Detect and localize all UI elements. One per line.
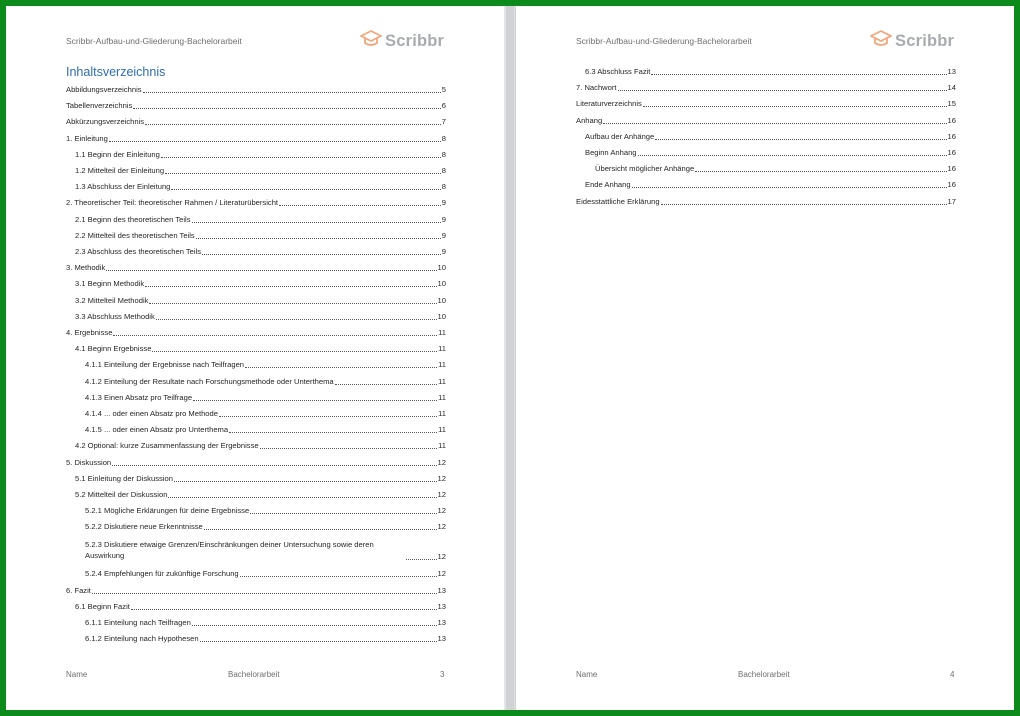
toc-entry-text: 3.2 Mittelteil Methodik bbox=[75, 295, 149, 305]
dot-leader bbox=[156, 319, 437, 320]
dot-leader bbox=[219, 416, 437, 417]
toc-entry-page: 13 bbox=[437, 634, 446, 644]
toc-entry[interactable] bbox=[66, 599, 446, 612]
dot-leader bbox=[260, 448, 437, 449]
toc-entry[interactable] bbox=[66, 438, 446, 451]
toc-entry[interactable] bbox=[66, 325, 446, 338]
toc-entry-page: 8 bbox=[441, 182, 446, 192]
toc-entry[interactable] bbox=[66, 615, 446, 628]
footer-doc-title: Bachelorarbeit bbox=[228, 670, 280, 679]
toc-entry-page: 16 bbox=[947, 131, 956, 141]
dot-leader bbox=[245, 367, 437, 368]
toc-entry[interactable] bbox=[576, 194, 956, 207]
toc-entry[interactable] bbox=[66, 179, 446, 192]
footer-name: Name bbox=[576, 670, 598, 679]
toc-entry[interactable] bbox=[66, 98, 446, 111]
toc-entry-page: 9 bbox=[441, 214, 446, 224]
toc-entry-text: 5. Diskussion bbox=[66, 457, 112, 467]
graduation-cap-icon bbox=[870, 30, 892, 53]
toc-entry-text: Anhang bbox=[576, 115, 603, 125]
toc-entry-page: 15 bbox=[947, 99, 956, 109]
toc-entry-page: 13 bbox=[437, 601, 446, 611]
toc-entry-text: 5.2.2 Diskutiere neue Erkenntnisse bbox=[85, 522, 203, 532]
toc-entry[interactable] bbox=[66, 147, 446, 160]
scrollbar[interactable] bbox=[506, 6, 514, 710]
toc-entry-page: 12 bbox=[437, 551, 446, 561]
toc-entry-page: 8 bbox=[441, 149, 446, 159]
toc-entry-text: 2.3 Abschluss des theoretischen Teils bbox=[75, 247, 202, 256]
toc-entry[interactable] bbox=[576, 96, 956, 109]
toc-entry-text: 4.1.4 ... oder einen Absatz pro Methode bbox=[85, 409, 218, 418]
toc-entry[interactable] bbox=[66, 374, 446, 387]
toc-entry-text: 6.1 Beginn Fazit bbox=[75, 601, 130, 611]
toc-entry-text: Abkürzungsverzeichnis bbox=[66, 117, 145, 127]
toc-entry-page: 5 bbox=[441, 85, 446, 94]
dot-leader bbox=[655, 139, 946, 140]
toc-entry-text: 2. Theoretischer Teil: theoretischer Rahmen / Literaturübersicht bbox=[66, 198, 279, 208]
toc-entry-text: Ende Anhang bbox=[585, 180, 631, 190]
toc-entry-text: 4.1.1 Einteilung der Ergebnisse nach Teilfragen bbox=[85, 360, 245, 370]
toc-entry-page: 10 bbox=[437, 295, 446, 305]
toc-entry-text: 5.2.3 Diskutiere etwaige Grenzen/Einschränkungen deiner Untersuchung sowie deren Auswirkung bbox=[85, 539, 374, 561]
toc-entry-text: Aufbau der Anhänge bbox=[585, 131, 655, 141]
toc-entry-text: 6.1.2 Einteilung nach Hypothesen bbox=[85, 634, 199, 644]
toc-entry-page: 16 bbox=[947, 148, 956, 157]
toc-entry[interactable] bbox=[66, 566, 446, 579]
toc-entry-text: 1. Einleitung bbox=[66, 133, 108, 143]
toc-entry-page: 11 bbox=[438, 328, 446, 337]
dot-leader bbox=[109, 141, 441, 142]
toc-entry[interactable] bbox=[66, 309, 446, 322]
toc-entry-text: 5.1 Einleitung der Diskussion bbox=[75, 473, 173, 483]
toc-entry[interactable] bbox=[66, 260, 446, 273]
toc-entry[interactable] bbox=[66, 536, 446, 562]
dot-leader bbox=[202, 254, 441, 255]
header-title: Scribbr-Aufbau-und-Gliederung-Bachelorarbeit bbox=[576, 36, 752, 46]
toc-entry-text: Eidesstattliche Erklärung bbox=[576, 196, 660, 206]
toc-entry-text: 1.1 Beginn der Einleitung bbox=[75, 149, 160, 159]
toc-entry[interactable] bbox=[66, 390, 446, 403]
toc-entry-text: 7. Nachwort bbox=[576, 83, 617, 93]
toc-entry-page: 17 bbox=[947, 196, 956, 206]
toc-entry-text: 4. Ergebnisse bbox=[66, 328, 113, 337]
toc-entry-text: 4.1 Beginn Ergebnisse bbox=[75, 344, 152, 354]
toc-entry-page: 10 bbox=[437, 263, 446, 273]
toc-entry-page: 8 bbox=[441, 166, 446, 175]
toc-entry-text: 3. Methodik bbox=[66, 263, 106, 273]
toc-entry[interactable] bbox=[576, 129, 956, 142]
toc-entry[interactable] bbox=[66, 341, 446, 354]
toc-entry[interactable] bbox=[66, 406, 446, 419]
page-3 bbox=[6, 6, 504, 710]
toc-entry-page: 13 bbox=[437, 617, 446, 627]
toc-entry-text: 3.3 Abschluss Methodik bbox=[75, 311, 155, 321]
toc-entry-page: 7 bbox=[441, 117, 446, 127]
toc-entry[interactable] bbox=[576, 80, 956, 93]
toc-entry-text: 4.2 Optional: kurze Zusammenfassung der Ergebnisse bbox=[75, 441, 259, 451]
dot-leader bbox=[152, 351, 437, 352]
dot-leader bbox=[643, 106, 947, 107]
dot-leader bbox=[145, 286, 436, 287]
dot-leader bbox=[279, 205, 441, 206]
toc-entry[interactable] bbox=[576, 161, 956, 174]
toc-entry-text: 6.1.1 Einteilung nach Teilfragen bbox=[85, 617, 191, 627]
toc-entry-page: 11 bbox=[438, 425, 446, 435]
toc-entry-page: 6 bbox=[441, 101, 446, 111]
toc-entry-page: 11 bbox=[438, 409, 446, 418]
dot-leader bbox=[200, 641, 437, 642]
toc-entry-page: 13 bbox=[947, 67, 956, 76]
dot-leader bbox=[168, 497, 436, 498]
toc-entry[interactable] bbox=[66, 228, 446, 241]
toc-entry-text: 4.1.5 ... oder einen Absatz pro Unterthema bbox=[85, 425, 229, 435]
toc-entry[interactable] bbox=[576, 177, 956, 190]
toc-entry[interactable] bbox=[576, 64, 956, 77]
footer-doc-title: Bachelorarbeit bbox=[738, 670, 790, 679]
toc-entry-page: 11 bbox=[438, 392, 446, 402]
dot-leader bbox=[174, 481, 437, 482]
toc-entry[interactable] bbox=[66, 114, 446, 127]
dot-leader bbox=[618, 90, 947, 91]
dot-leader bbox=[695, 171, 946, 172]
dot-leader bbox=[133, 108, 440, 109]
toc-entry-page: 11 bbox=[438, 344, 446, 354]
logo-text: Scribbr bbox=[385, 32, 445, 50]
dot-leader bbox=[143, 92, 441, 93]
scribbr-logo bbox=[360, 30, 444, 53]
dot-leader bbox=[240, 576, 437, 577]
toc-entry-page: 12 bbox=[437, 506, 446, 516]
toc-entry-text: 6. Fazit bbox=[66, 585, 91, 595]
graduation-cap-icon bbox=[360, 30, 382, 53]
dot-leader bbox=[131, 609, 437, 610]
toc-entry[interactable] bbox=[66, 455, 446, 468]
toc-entry-page: 9 bbox=[441, 230, 446, 240]
footer-page-number: 4 bbox=[950, 670, 955, 679]
toc-entry[interactable] bbox=[66, 244, 446, 257]
dot-leader bbox=[335, 384, 437, 385]
toc-entry-text: 2.2 Mittelteil des theoretischen Teils bbox=[75, 230, 195, 240]
toc-entry-text: 4.1.3 Einen Absatz pro Teilfrage bbox=[85, 392, 193, 402]
toc-entry-text: 5.2 Mittelteil der Diskussion bbox=[75, 490, 168, 499]
dot-leader bbox=[196, 238, 441, 239]
toc-entry-page: 12 bbox=[437, 490, 446, 499]
dot-leader bbox=[638, 155, 947, 156]
dot-leader bbox=[229, 432, 437, 433]
toc-entry-text: 2.1 Beginn des theoretischen Teils bbox=[75, 214, 191, 224]
dot-leader bbox=[149, 303, 436, 304]
toc-entry[interactable] bbox=[66, 503, 446, 516]
toc-entry-page: 12 bbox=[437, 473, 446, 483]
toc-entry-page: 8 bbox=[441, 133, 446, 143]
toc-entry[interactable] bbox=[66, 163, 446, 176]
dot-leader bbox=[145, 124, 441, 125]
toc-entry-text: Abbildungsverzeichnis bbox=[66, 85, 142, 94]
toc-entry[interactable] bbox=[66, 422, 446, 435]
toc-entry-text: 5.2.4 Empfehlungen für zukünftige Forschung bbox=[85, 569, 239, 579]
dot-leader bbox=[113, 335, 437, 336]
logo-text: Scribbr bbox=[895, 32, 955, 50]
toc-entry[interactable] bbox=[66, 519, 446, 532]
toc-entry-page: 11 bbox=[438, 441, 446, 451]
toc-entry-page: 16 bbox=[947, 180, 956, 190]
toc-entry[interactable] bbox=[66, 195, 446, 208]
dot-leader bbox=[406, 559, 437, 560]
dot-leader bbox=[165, 173, 441, 174]
toc-entry[interactable] bbox=[66, 131, 446, 144]
toc-entry-page: 16 bbox=[947, 115, 956, 125]
toc-entry-text: 5.2.1 Mögliche Erklärungen für deine Ergebnisse bbox=[85, 506, 250, 516]
toc-entry-page: 12 bbox=[437, 569, 446, 579]
dot-leader bbox=[192, 625, 437, 626]
dot-leader bbox=[193, 400, 437, 401]
dot-leader bbox=[651, 74, 946, 75]
toc-entry-page: 14 bbox=[947, 83, 956, 93]
toc-title: Inhaltsverzeichnis bbox=[66, 65, 166, 79]
page-4 bbox=[516, 6, 1014, 710]
dot-leader bbox=[204, 529, 437, 530]
toc-entry[interactable] bbox=[66, 293, 446, 306]
toc-entry-page: 12 bbox=[437, 522, 446, 532]
toc-entry[interactable] bbox=[66, 631, 446, 644]
dot-leader bbox=[250, 513, 436, 514]
toc-entry-page: 16 bbox=[947, 164, 956, 174]
dot-leader bbox=[171, 189, 440, 190]
toc-entry[interactable] bbox=[576, 113, 956, 126]
footer-page-number: 3 bbox=[440, 670, 445, 679]
toc-entry-text: 3.1 Beginn Methodik bbox=[75, 279, 145, 289]
dot-leader bbox=[632, 187, 947, 188]
toc-entry[interactable] bbox=[576, 145, 956, 158]
toc-entry[interactable] bbox=[66, 583, 446, 596]
toc-entry-page: 13 bbox=[437, 585, 446, 595]
toc-entry-page: 10 bbox=[437, 279, 446, 289]
toc-entry-text: Beginn Anhang bbox=[585, 148, 637, 157]
toc-entry[interactable] bbox=[66, 276, 446, 289]
dot-leader bbox=[161, 157, 441, 158]
toc-entry[interactable] bbox=[66, 357, 446, 370]
toc-entry[interactable] bbox=[66, 212, 446, 225]
dot-leader bbox=[192, 222, 441, 223]
toc-entry-text: 6.3 Abschluss Fazit bbox=[585, 67, 651, 76]
header-title: Scribbr-Aufbau-und-Gliederung-Bachelorarbeit bbox=[66, 36, 242, 46]
toc-entry-text: Tabellenverzeichnis bbox=[66, 101, 133, 111]
dot-leader bbox=[603, 123, 946, 124]
toc-entry[interactable] bbox=[66, 471, 446, 484]
toc-entry-page: 11 bbox=[438, 376, 446, 386]
toc-entry-page: 11 bbox=[438, 360, 446, 370]
toc-entry[interactable] bbox=[66, 487, 446, 500]
toc-entry-page: 9 bbox=[441, 247, 446, 256]
document-viewport[interactable] bbox=[6, 6, 1014, 710]
dot-leader bbox=[112, 465, 436, 466]
toc-entry-text: 1.2 Mittelteil der Einleitung bbox=[75, 166, 165, 175]
toc-entry-page: 12 bbox=[437, 457, 446, 467]
toc-entry[interactable] bbox=[66, 82, 446, 95]
dot-leader bbox=[106, 270, 436, 271]
footer-name: Name bbox=[66, 670, 88, 679]
scribbr-logo bbox=[870, 30, 954, 53]
toc-entry-text: Literaturverzeichnis bbox=[576, 99, 642, 109]
toc-entry-page: 10 bbox=[437, 311, 446, 321]
toc-entry-text: 1.3 Abschluss der Einleitung bbox=[75, 182, 171, 192]
toc-entry-page: 9 bbox=[441, 198, 446, 208]
dot-leader bbox=[661, 204, 947, 205]
toc-entry-text: Übersicht möglicher Anhänge bbox=[595, 164, 695, 174]
toc-entry-text: 4.1.2 Einteilung der Resultate nach Forschungsmethode oder Unterthema bbox=[85, 376, 334, 386]
dot-leader bbox=[92, 593, 437, 594]
